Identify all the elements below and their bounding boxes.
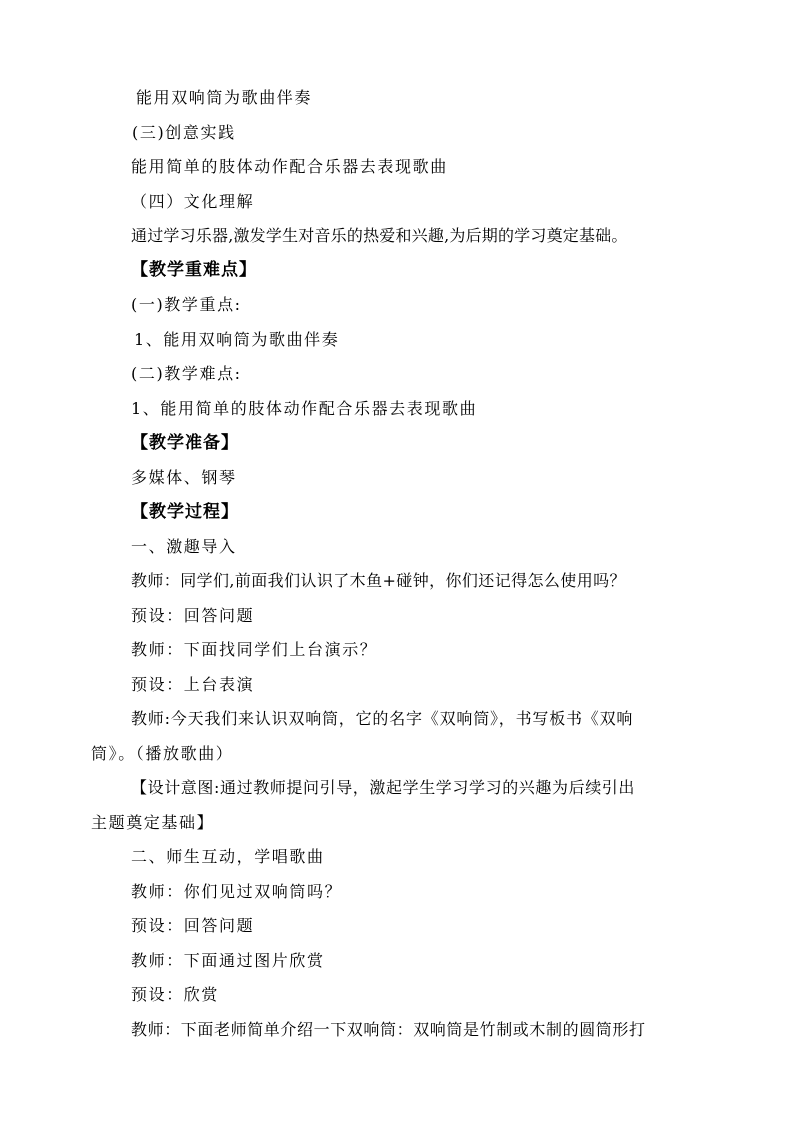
text-line-19: 教师:今天我们来认识双响筒，它的名字《双响筒》，书写板书《双响 <box>131 709 634 728</box>
text-line-18: 预设：上台表演 <box>131 675 255 694</box>
text-line-22: 主题奠定基础】 <box>91 813 215 832</box>
text-line-9: (二)教学难点: <box>131 364 242 383</box>
text-line-16: 预设：回答问题 <box>131 606 255 625</box>
text-line-14: 一、激趣导入 <box>131 537 237 556</box>
text-line-2: (三)创意实践 <box>132 123 236 142</box>
text-line-1: 能用双响筒为歌曲伴奏 <box>136 88 313 107</box>
text-line-5: 通过学习乐器,激发学生对音乐的热爱和兴趣,为后期的学习奠定基础。 <box>131 226 628 245</box>
text-line-10: 1、能用简单的肢体动作配合乐器去表现歌曲 <box>131 399 478 418</box>
section-heading-process: 【教学过程】 <box>131 502 239 522</box>
text-line-28: 教师：下面老师简单介绍一下双响筒：双响筒是竹制或木制的圆筒形打 <box>131 1020 646 1039</box>
text-line-7: (一)教学重点: <box>131 295 242 314</box>
text-line-4: （四）文化理解 <box>131 192 255 211</box>
text-line-8: 1、能用双响筒为歌曲伴奏 <box>134 330 340 349</box>
text-line-21: 【设计意图:通过教师提问引导，激起学生学习学习的兴趣为后续引出 <box>131 778 635 797</box>
text-line-20: 筒》。（播放歌曲） <box>91 744 234 763</box>
text-line-17: 教师：下面找同学们上台演示？ <box>131 640 378 659</box>
section-heading-key-points: 【教学重难点】 <box>131 260 257 280</box>
text-line-12: 多媒体、钢琴 <box>131 468 237 487</box>
text-line-15: 教师：同学们,前面我们认识了木鱼+碰钟，你们还记得怎么使用吗？ <box>131 571 626 590</box>
text-line-25: 预设：回答问题 <box>131 916 255 935</box>
text-line-24: 教师：你们见过双响筒吗？ <box>131 882 343 901</box>
text-line-27: 预设：欣赏 <box>131 985 220 1004</box>
text-line-26: 教师：下面通过图片欣赏 <box>131 951 325 970</box>
text-line-23: 二、师生互动，学唱歌曲 <box>131 847 325 866</box>
text-line-3: 能用简单的肢体动作配合乐器去表现歌曲 <box>131 157 448 176</box>
section-heading-preparation: 【教学准备】 <box>131 433 239 453</box>
